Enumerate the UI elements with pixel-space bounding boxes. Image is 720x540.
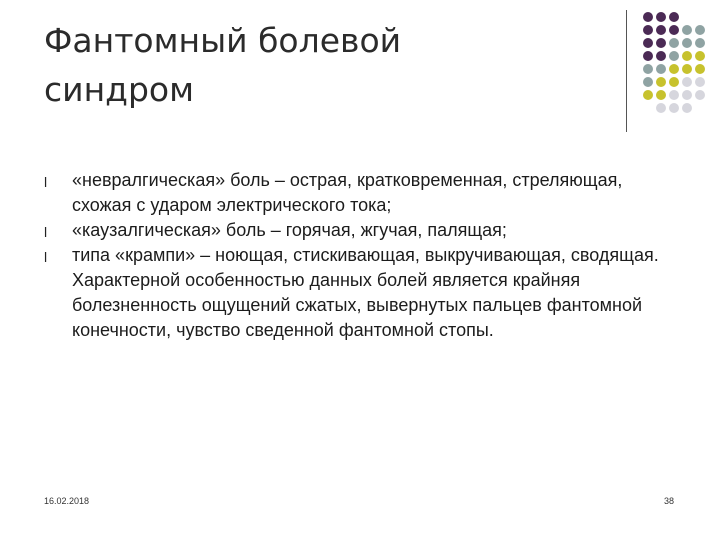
title-line-1: Фантомный болевой [44,21,402,60]
bullet-text: типа «крампи» – ноющая, стискивающая, выкручивающая, сводящая. Характерной особенностью данных болей является крайняя болезненность ощущений сжатых, вывернутых пальцев фантомной конечности, чувство сведенной фантомной стопы. [72,245,659,340]
bullet-text: «невралгическая» боль – острая, кратковременная, стреляющая, схожая с ударом электрического тока; [72,170,623,215]
bullet-item [44,218,664,243]
bullet-item [44,243,664,343]
bullet-text: «каузалгическая» боль – горячая, жгучая, палящая; [72,220,507,240]
bullet-marker-icon: l [44,224,48,240]
bullet-list [44,168,664,343]
dot-row-8 [656,103,692,113]
bullet-marker-icon: l [44,249,48,265]
dot-row-7 [643,90,705,100]
bullet-marker-icon: l [44,174,48,190]
dot-row-5 [643,64,705,74]
dot-row-2 [643,25,705,35]
dot-row-1 [643,12,679,22]
bullet-item [44,168,664,218]
title-line-2: синдром [44,70,195,109]
slide-title [44,16,584,114]
dot-row-3 [643,38,705,48]
footer-date: 16.02.2018 [44,496,90,506]
decorative-divider [626,10,627,132]
dot-row-6 [643,77,705,87]
decorative-dot-grid [640,11,712,121]
page-number: 38 [664,496,675,506]
dot-row-4 [643,51,705,61]
